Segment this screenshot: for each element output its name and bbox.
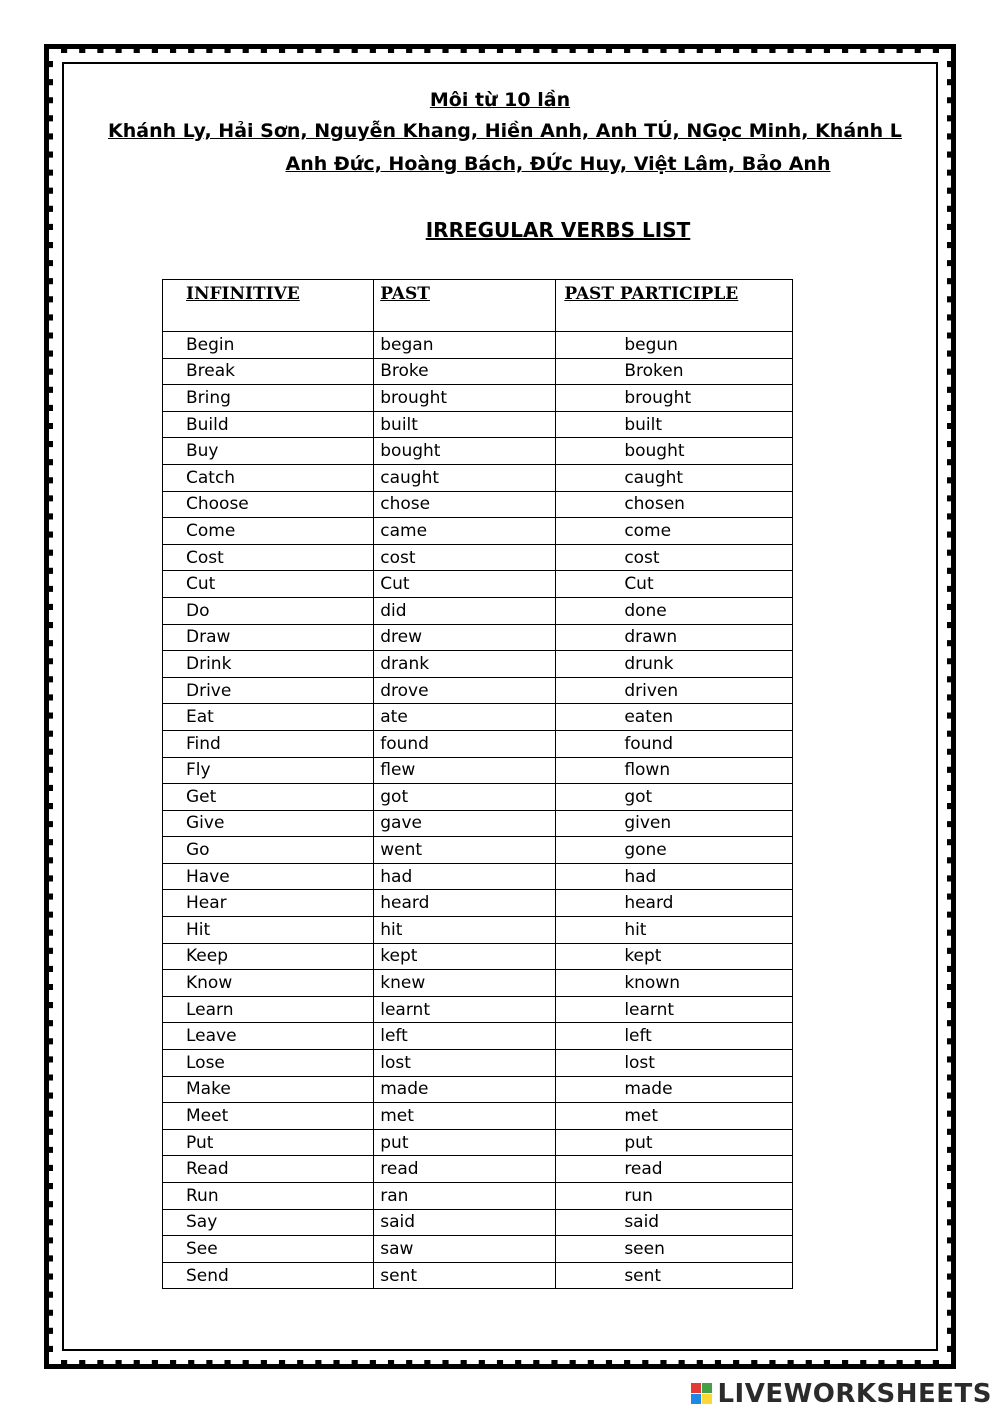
table-row xyxy=(163,784,793,811)
table-row xyxy=(163,704,793,731)
cell-past: chose xyxy=(374,491,556,518)
table-row xyxy=(163,677,793,704)
column-header-infinitive: INFINITIVE xyxy=(163,280,374,332)
table-row xyxy=(163,1209,793,1236)
cell-past-participle: seen xyxy=(556,1236,793,1263)
table-row xyxy=(163,385,793,412)
cell-past-participle: read xyxy=(556,1156,793,1183)
cell-past: gave xyxy=(374,810,556,837)
cell-past: read xyxy=(374,1156,556,1183)
cell-infinitive: Drive xyxy=(163,677,374,704)
cell-past-participle: gone xyxy=(556,837,793,864)
cell-past-participle: eaten xyxy=(556,704,793,731)
cell-past: kept xyxy=(374,943,556,970)
cell-past-participle: found xyxy=(556,730,793,757)
header-line-3: Anh Đức, Hoàng Bách, ĐỨc Huy, Việt Lâm, Bảo Anh xyxy=(285,153,831,175)
table-header-row xyxy=(163,280,793,332)
cell-past-participle: met xyxy=(556,1103,793,1130)
cell-infinitive: Break xyxy=(163,358,374,385)
cell-past: lost xyxy=(374,1050,556,1077)
cell-past: brought xyxy=(374,385,556,412)
cell-past: hit xyxy=(374,917,556,944)
cell-past: said xyxy=(374,1209,556,1236)
table-row xyxy=(163,1156,793,1183)
cell-infinitive: Give xyxy=(163,810,374,837)
cell-past-participle: put xyxy=(556,1129,793,1156)
cell-past: learnt xyxy=(374,996,556,1023)
table-row xyxy=(163,837,793,864)
table-row xyxy=(163,970,793,997)
cell-past: drove xyxy=(374,677,556,704)
cell-infinitive: Come xyxy=(163,518,374,545)
cell-past: knew xyxy=(374,970,556,997)
cell-past-participle: Broken xyxy=(556,358,793,385)
cell-past: saw xyxy=(374,1236,556,1263)
table-row xyxy=(163,1050,793,1077)
table-row xyxy=(163,1129,793,1156)
cell-past: Cut xyxy=(374,571,556,598)
cell-infinitive: Send xyxy=(163,1262,374,1289)
cell-past-participle: chosen xyxy=(556,491,793,518)
cell-past: left xyxy=(374,1023,556,1050)
cell-infinitive: Hear xyxy=(163,890,374,917)
cell-infinitive: Meet xyxy=(163,1103,374,1130)
header-line-1: Môi từ 10 lần xyxy=(429,89,571,111)
table-row xyxy=(163,571,793,598)
page-title: IRREGULAR VERBS LIST xyxy=(425,218,691,242)
table-row xyxy=(163,917,793,944)
cell-infinitive: Run xyxy=(163,1183,374,1210)
cell-past: did xyxy=(374,597,556,624)
cell-infinitive: Cut xyxy=(163,571,374,598)
cell-past: made xyxy=(374,1076,556,1103)
cell-infinitive: Choose xyxy=(163,491,374,518)
cell-infinitive: Do xyxy=(163,597,374,624)
cell-past-participle: brought xyxy=(556,385,793,412)
cell-infinitive: Find xyxy=(163,730,374,757)
cell-past-participle: bought xyxy=(556,438,793,465)
cell-infinitive: Make xyxy=(163,1076,374,1103)
cell-infinitive: Build xyxy=(163,411,374,438)
cell-past-participle: drunk xyxy=(556,651,793,678)
cell-infinitive: Buy xyxy=(163,438,374,465)
liveworksheets-logo-icon xyxy=(691,1383,713,1405)
table-row xyxy=(163,438,793,465)
table-row xyxy=(163,518,793,545)
table-row xyxy=(163,332,793,359)
cell-infinitive: Cost xyxy=(163,544,374,571)
table-row xyxy=(163,757,793,784)
cell-past: came xyxy=(374,518,556,545)
cell-past-participle: got xyxy=(556,784,793,811)
cell-infinitive: Bring xyxy=(163,385,374,412)
cell-infinitive: Drink xyxy=(163,651,374,678)
table-row xyxy=(163,1023,793,1050)
cell-infinitive: Have xyxy=(163,863,374,890)
header-line-2: Khánh Ly, Hải Sơn, Nguyễn Khang, Hiền Anh, Anh TÚ, NGọc Minh, Khánh L xyxy=(108,120,902,142)
table-row xyxy=(163,411,793,438)
cell-past: went xyxy=(374,837,556,864)
table-row xyxy=(163,544,793,571)
table-row xyxy=(163,464,793,491)
cell-infinitive: Lose xyxy=(163,1050,374,1077)
cell-infinitive: Hit xyxy=(163,917,374,944)
cell-past: ate xyxy=(374,704,556,731)
cell-infinitive: Eat xyxy=(163,704,374,731)
cell-past-participle: said xyxy=(556,1209,793,1236)
table-row xyxy=(163,491,793,518)
cell-past-participle: learnt xyxy=(556,996,793,1023)
table-row xyxy=(163,1183,793,1210)
cell-infinitive: Put xyxy=(163,1129,374,1156)
cell-past-participle: run xyxy=(556,1183,793,1210)
cell-infinitive: Learn xyxy=(163,996,374,1023)
cell-infinitive: Get xyxy=(163,784,374,811)
table-row xyxy=(163,651,793,678)
cell-past-participle: caught xyxy=(556,464,793,491)
cell-past-participle: kept xyxy=(556,943,793,970)
cell-past-participle: done xyxy=(556,597,793,624)
column-header-past: PAST xyxy=(374,280,556,332)
cell-past: drank xyxy=(374,651,556,678)
cell-infinitive: Go xyxy=(163,837,374,864)
table-row xyxy=(163,624,793,651)
cell-past-participle: built xyxy=(556,411,793,438)
table-row xyxy=(163,863,793,890)
liveworksheets-logo xyxy=(691,1379,992,1409)
cell-past: flew xyxy=(374,757,556,784)
table-row xyxy=(163,358,793,385)
irregular-verbs-table xyxy=(162,279,793,1289)
cell-past-participle: driven xyxy=(556,677,793,704)
cell-past: caught xyxy=(374,464,556,491)
column-header-past-participle: PAST PARTICIPLE xyxy=(556,280,793,332)
cell-infinitive: Read xyxy=(163,1156,374,1183)
cell-infinitive: Know xyxy=(163,970,374,997)
cell-past-participle: flown xyxy=(556,757,793,784)
cell-infinitive: Keep xyxy=(163,943,374,970)
cell-past-participle: begun xyxy=(556,332,793,359)
table-row xyxy=(163,996,793,1023)
table-row xyxy=(163,810,793,837)
cell-past: put xyxy=(374,1129,556,1156)
cell-past: began xyxy=(374,332,556,359)
cell-past-participle: come xyxy=(556,518,793,545)
cell-infinitive: Leave xyxy=(163,1023,374,1050)
cell-past: cost xyxy=(374,544,556,571)
cell-past-participle: heard xyxy=(556,890,793,917)
table-row xyxy=(163,1262,793,1289)
cell-infinitive: Say xyxy=(163,1209,374,1236)
cell-past: bought xyxy=(374,438,556,465)
cell-past-participle: given xyxy=(556,810,793,837)
cell-past-participle: made xyxy=(556,1076,793,1103)
cell-past-participle: had xyxy=(556,863,793,890)
table-row xyxy=(163,1236,793,1263)
table-row xyxy=(163,890,793,917)
table-body xyxy=(163,332,793,1289)
cell-past: got xyxy=(374,784,556,811)
cell-past-participle: lost xyxy=(556,1050,793,1077)
table-row xyxy=(163,1076,793,1103)
cell-past: met xyxy=(374,1103,556,1130)
cell-past: drew xyxy=(374,624,556,651)
cell-past-participle: sent xyxy=(556,1262,793,1289)
liveworksheets-logo-text: LIVEWORKSHEETS xyxy=(717,1379,992,1409)
cell-infinitive: Draw xyxy=(163,624,374,651)
cell-infinitive: Begin xyxy=(163,332,374,359)
cell-past: heard xyxy=(374,890,556,917)
cell-past: ran xyxy=(374,1183,556,1210)
table-row xyxy=(163,730,793,757)
cell-past-participle: hit xyxy=(556,917,793,944)
cell-past: built xyxy=(374,411,556,438)
cell-past: sent xyxy=(374,1262,556,1289)
cell-past-participle: left xyxy=(556,1023,793,1050)
cell-past: Broke xyxy=(374,358,556,385)
cell-infinitive: Fly xyxy=(163,757,374,784)
table-row xyxy=(163,1103,793,1130)
cell-infinitive: See xyxy=(163,1236,374,1263)
table-row xyxy=(163,943,793,970)
cell-past-participle: known xyxy=(556,970,793,997)
table-row xyxy=(163,597,793,624)
cell-past: had xyxy=(374,863,556,890)
cell-past-participle: drawn xyxy=(556,624,793,651)
cell-past-participle: Cut xyxy=(556,571,793,598)
cell-past-participle: cost xyxy=(556,544,793,571)
cell-infinitive: Catch xyxy=(163,464,374,491)
cell-past: found xyxy=(374,730,556,757)
